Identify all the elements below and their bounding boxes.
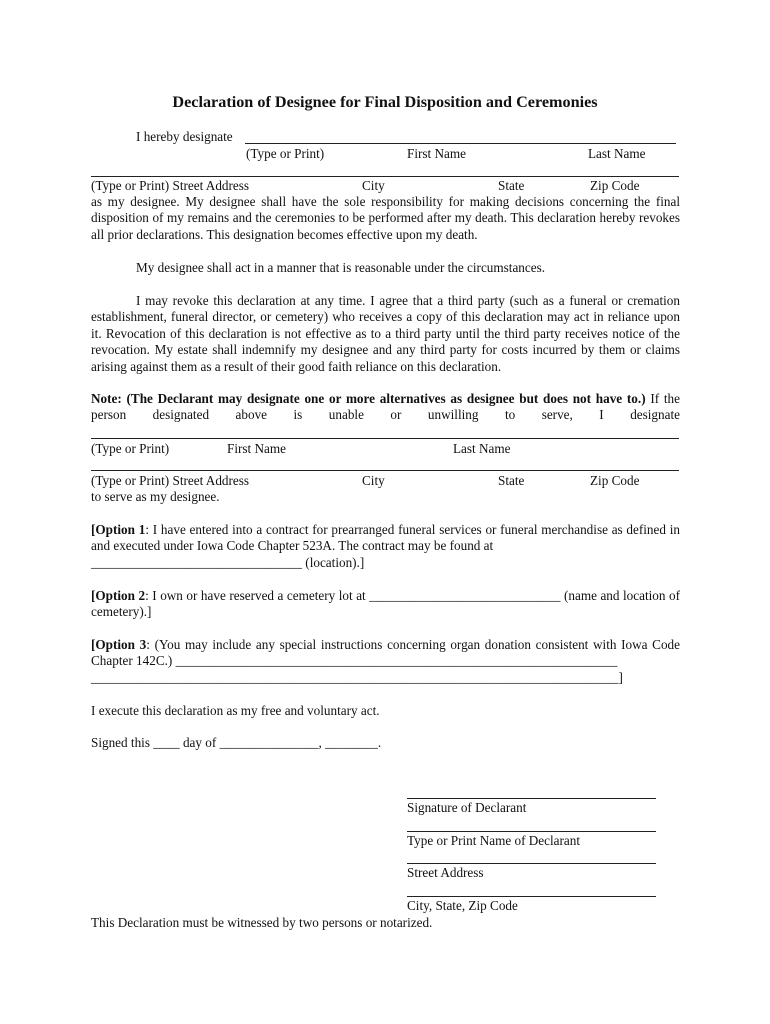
designee-name-line[interactable] (245, 143, 676, 144)
label-state: State (498, 178, 525, 193)
alt-serve-text: to serve as my designee. (91, 489, 220, 504)
note-rest: If the person designated above is unable or unwilling to serve, I designate (91, 391, 680, 423)
document-title: Declaration of Designee for Final Disposition and Ceremonies (172, 93, 598, 111)
option-3-text: : (You may include any special instructions concerning organ donation consistent with Iowa Code Chapter 142C.) ___________________________________________________________________ (91, 637, 680, 669)
reasonable-paragraph: My designee shall act in a manner that is reasonable under the circumstances. (136, 260, 546, 275)
option-1-location-line[interactable]: ________________________________ (location).] (91, 555, 365, 570)
signed-date-line[interactable]: Signed this ____ day of _______________, ________. (91, 735, 382, 750)
label-city: City (362, 178, 385, 193)
execute-statement: I execute this declaration as my free and voluntary act. (91, 703, 380, 718)
label-last-name: Last Name (588, 146, 646, 161)
option-3-line-2[interactable]: ________________________________________________________________________________] (91, 670, 623, 685)
option-1-paragraph (91, 522, 680, 555)
alt-label-type-print: (Type or Print) (91, 441, 170, 456)
alternate-address-line[interactable] (91, 470, 679, 471)
option-2-label: [Option 2 (91, 588, 146, 603)
street-address-label: Street Address (407, 865, 484, 880)
alt-label-first-name: First Name (227, 441, 286, 456)
alt-label-city: City (362, 473, 385, 488)
printed-name-line[interactable] (407, 831, 656, 832)
option-2-paragraph (91, 588, 680, 621)
signature-label: Signature of Declarant (407, 800, 527, 815)
street-address-line[interactable] (407, 863, 656, 864)
designee-address-line[interactable] (91, 176, 679, 177)
note-bold: Note: (The Declarant may designate one or more alternatives as designee but does not have to.) (91, 391, 646, 406)
label-type-print: (Type or Print) (246, 146, 325, 161)
alternate-name-line[interactable] (91, 438, 679, 439)
option-1-label: [Option 1 (91, 522, 146, 537)
option-3-label: [Option 3 (91, 637, 147, 652)
alt-label-street: (Type or Print) Street Address (91, 473, 250, 488)
option-2-text: : I own or have reserved a cemetery lot at _____________________________ (name and location of cemetery).] (91, 588, 681, 620)
option-1-text: : I have entered into a contract for prearranged funeral services or funeral merchandise as defined in and executed under Iowa Code Chapter 523A. The contract may be found at (91, 522, 680, 554)
witness-note: This Declaration must be witnessed by two persons or notarized. (91, 915, 433, 930)
signature-line[interactable] (407, 798, 656, 799)
city-state-zip-label: City, State, Zip Code (407, 898, 518, 913)
alt-label-state: State (498, 473, 525, 488)
designee-paragraph: as my designee. My designee shall have the sole responsibility for making decisions concerning the final disposition of my remains and the ceremonies to be performed after my death. This declaration hereby revokes all prior declarations. This designation becomes effective upon my death. (91, 194, 680, 242)
alt-label-last-name: Last Name (453, 441, 511, 456)
label-zip: Zip Code (590, 178, 640, 193)
note-paragraph (91, 391, 680, 424)
printed-name-label: Type or Print Name of Declarant (407, 833, 581, 848)
revocation-paragraph: I may revoke this declaration at any time. I agree that a third party (such as a funeral or cremation establishment, funeral director, or cemetery) who receives a copy of this declaration may act in reliance upon it. Revocation of this declaration is not effective as to a third party until the third party receives notice of the revocation. My estate shall indemnify my designee and any third party for costs incurred by them or claims arising against them as a result of their good faith reliance on this declaration. (91, 293, 680, 374)
label-street: (Type or Print) Street Address (91, 178, 250, 193)
city-state-zip-line[interactable] (407, 896, 656, 897)
alt-label-zip: Zip Code (590, 473, 640, 488)
option-3-paragraph (91, 637, 680, 670)
label-first-name: First Name (407, 146, 466, 161)
designate-lead: I hereby designate (136, 129, 233, 144)
